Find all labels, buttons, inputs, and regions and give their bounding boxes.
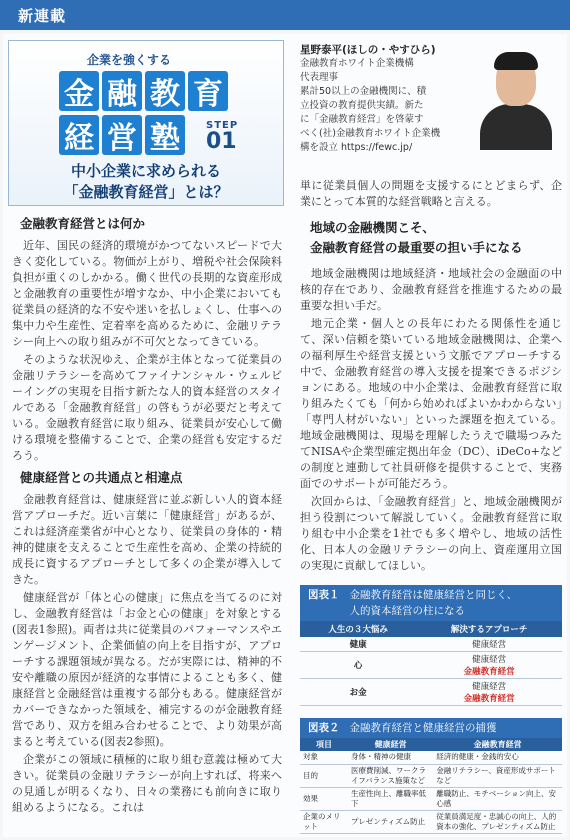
figure-1-table xyxy=(300,621,562,706)
figure-number: 図表２ xyxy=(308,722,340,734)
paragraph: 地域金融機関は地域経済・地域社会の金融面の中核的存在であり、金融教育経営を推進するための最重要な担い手だ。 xyxy=(300,267,562,312)
figure-1-caption xyxy=(300,585,562,621)
author-name: 星野泰平(ほしの・やすひら) xyxy=(300,44,436,56)
table-cell: 医療費削減、ワークライフバランス施策など xyxy=(348,764,433,787)
photo-body xyxy=(480,104,552,150)
article-subhead xyxy=(9,161,283,203)
table-row xyxy=(300,787,562,810)
table-cell: 効果 xyxy=(300,787,348,810)
table-cell: 従業員満足度・忠誠心の向上、人的資本の強化、プレゼンティズム防止 xyxy=(433,810,562,833)
paragraph: 単に従業員個人の問題を支援するにとどまらず、企業にとって本質的な経営戦略と言える。 xyxy=(300,179,562,208)
table-cell xyxy=(416,679,562,706)
author-bio-line: 代表理事 xyxy=(300,72,339,83)
table-cell: 経済的健康・金銭的安心 xyxy=(433,751,562,764)
table-row xyxy=(300,637,562,652)
table-row xyxy=(300,751,562,764)
left-column xyxy=(12,210,282,818)
author-bio-line: 金融教育ホワイト企業機構 xyxy=(300,58,414,69)
right-column xyxy=(300,178,562,576)
title-char: 融 xyxy=(102,71,142,111)
paragraph: 地元企業・個人との長年にわたる関係性を通じて、深い信頼を築いている地域金融機関は、企業への福利厚生や経営支援という文脈でアプローチする中で、金融教育経営の導入支援を提案できるポジションにある。地域の中小企業は、金融教育経営に取り組みたくても「何から始めればよいかわからない」「専門人材がいない」といった課題を抱えている。地域金融機関は、現場を理解したうえで職場つみたてNISAや企業型確定拠出年金（DC）、iDeCo+などの制度と連動して社員研修を提供することで、実務面でのサポートが可能だろう。 xyxy=(300,317,562,490)
table-cell: 身体・精神の健康 xyxy=(348,751,433,764)
caption-line: 人的資本経営の柱になる xyxy=(349,605,465,617)
title-block xyxy=(8,40,284,206)
paragraph: 企業がこの領域に積極的に取り組む意義は極めて大きい。従業員の金融リテラシーが向上すれば、将来への見通しが明るくなり、日々の業務にも前向きに取り組めるようになる。これは xyxy=(12,753,282,814)
column-header: 解決するアプローチ xyxy=(416,621,562,637)
title-char: 経 xyxy=(59,115,99,155)
author-bio-line: 累計50以上の金融機関に、積 xyxy=(300,86,427,97)
cell-line: 健康経営 xyxy=(472,682,507,692)
table-cell: プレゼンティズム防止 xyxy=(348,810,433,833)
author-bio-line: に「金融教育経営」を啓蒙す xyxy=(300,114,424,125)
author-bio-line: 立投資の教育提供実績。新た xyxy=(300,100,424,111)
header-band xyxy=(0,0,570,30)
author-bio xyxy=(300,57,468,155)
table-cell: お金 xyxy=(300,679,416,706)
column-header: 健康経営 xyxy=(348,738,433,751)
title-char: 育 xyxy=(188,71,228,111)
table-cell: 健康経営 xyxy=(416,637,562,652)
table-cell: 健康 xyxy=(300,637,416,652)
table-row xyxy=(300,652,562,679)
table-header-row xyxy=(300,621,562,637)
title-row-1 xyxy=(59,71,228,111)
table-cell xyxy=(416,652,562,679)
table-row xyxy=(300,679,562,706)
heading-regional-banks xyxy=(310,218,562,258)
paragraph: そのような状況ゆえ、企業が主体となって従業員の金融リテラシーを高めてファイナンシャル・ウェルビーイングの実現を目指す新たな人的資本経営のスタイルである「金融教育経営」の啓もうが必要だと考えている。金融教育経営に取り組み、従業員が安心して働ける環境を整備することで、企業の経営も安定するだろう。 xyxy=(12,353,282,462)
heading-health-management: 健康経営との共通点と相違点 xyxy=(20,470,183,485)
title-char: 営 xyxy=(102,115,142,155)
figure-2-caption xyxy=(300,718,562,738)
heading-line: 金融教育経営の最重要の担い手になる xyxy=(310,240,523,255)
table-cell: 目的 xyxy=(300,764,348,787)
paragraph: 健康経営が「体と心の健康」に焦点を当てるのに対し、金融教育経営は「お金と心の健康」を対象とする(図表1参照)。両者は共に従業員のパフォーマンスやエンゲージメント、企業価値の向上を目指すが、アプローチする課題領域が異なる。だが実際には、精神的不安や離職の原因が経済的な事情によることも多く、健康経営と金融経営は重複する部分もある。健康経営がカバーできなかった領域を、補完するのが金融教育経営であり、双方を組み合わせることで、より効果が高まると考えている(図表2参照)。 xyxy=(12,591,282,748)
heading-line: 地域の金融機関こそ、 xyxy=(310,220,435,235)
figure-2-table xyxy=(300,738,562,834)
table-row xyxy=(300,764,562,787)
table-row xyxy=(300,810,562,833)
column-header: 金融教育経営 xyxy=(433,738,562,751)
table-cell: 対象 xyxy=(300,751,348,764)
step-badge xyxy=(206,121,238,153)
figure-title: 金融教育経営と健康経営の捕獲 xyxy=(349,722,497,734)
table-cell: 金融リテラシー、資産形成サポートなど xyxy=(433,764,562,787)
title-kicker: 企業を強くする xyxy=(87,53,172,67)
figure-1 xyxy=(300,585,562,706)
title-char: 金 xyxy=(59,71,99,111)
table-cell: 企業のメリット xyxy=(300,810,348,833)
author-bio-line: 構を設立 https://fewc.jp/ xyxy=(300,142,413,153)
figure-number: 図表１ xyxy=(308,589,340,601)
title-row-2 xyxy=(59,115,185,155)
step-label: STEP xyxy=(206,120,239,131)
subhead-line-2: 「金融教育経営」とは？ xyxy=(63,183,229,201)
cell-line-highlight: 金融教育経営 xyxy=(463,694,515,704)
figure-2 xyxy=(300,718,562,834)
author-bio-line: べく(社)金融教育ホワイト企業機 xyxy=(300,128,441,139)
table-header-row xyxy=(300,738,562,751)
cell-line-highlight: 金融教育経営 xyxy=(463,667,515,677)
table-cell: 生産性向上、離職率低下 xyxy=(348,787,433,810)
paragraph: 次回からは、「金融教育経営」と、地域金融機関が担う役割について解説していく。金融教育経営に取り組む中小企業を1社でも多く増やし、地域の活性化、日本人の金融リテラシーの向上、資産運用立国の実現に貢献してほしい。 xyxy=(300,495,562,572)
title-char: 塾 xyxy=(145,115,185,155)
column-header: 人生の３大悩み xyxy=(300,621,416,637)
table-cell: 離職防止、モチベーション向上、安心感 xyxy=(433,787,562,810)
table-cell: 心 xyxy=(300,652,416,679)
heading-what-is: 金融教育経営とは何か xyxy=(20,216,146,231)
paragraph: 金融教育経営は、健康経営に並ぶ新しい人的資本経営アプローチだ。近い言葉に「健康経営」があるが、これは経済産業省が中心となり、従業員の身体的・精神的健康を支えることで生産性を高め、企業の持続的成長に資するアプローチとして多くの企業が導入してきた。 xyxy=(12,493,282,586)
subhead-line-1: 中小企業に求められる xyxy=(70,162,221,180)
title-char: 教 xyxy=(145,71,185,111)
column-header: 項目 xyxy=(300,738,348,751)
caption-line: 金融教育経営は健康経営と同じく、 xyxy=(349,589,518,601)
paragraph: 近年、国民の経済的環境がかつてないスピードで大きく変化している。物価が上がり、増税や社会保険料負担が重くのしかかる。働く世代の長期的な資産形成と金融教育の重要性が増すなか、中小企業においても従業員の経済的な不安や迷いを払しょくし、仕事への集中力や生産性、定着率を高めるために、金融リテラシー向上への取り組みが不可欠となってきている。 xyxy=(12,239,282,348)
section-title: 新連載 xyxy=(18,7,67,25)
figure-title xyxy=(350,587,518,619)
step-number: 01 xyxy=(206,129,237,154)
cell-line: 健康経営 xyxy=(472,655,507,665)
photo-hair xyxy=(494,52,538,70)
